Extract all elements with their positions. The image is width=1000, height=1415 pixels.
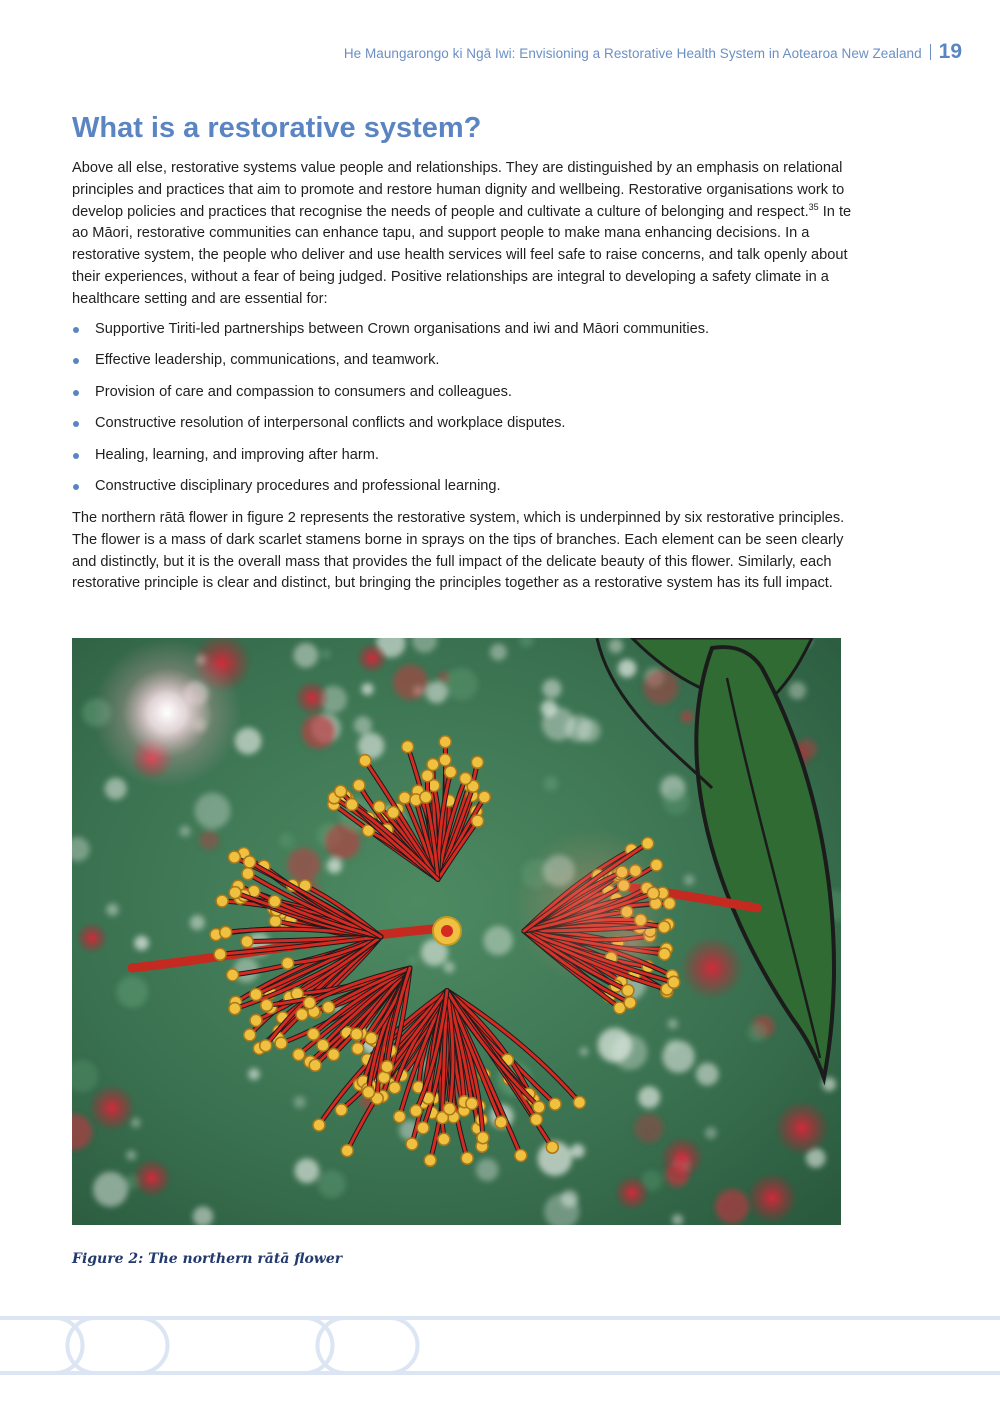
bokeh-dot [354,716,372,734]
anther [341,1145,353,1157]
bokeh-dot [180,826,191,837]
list-item [72,413,852,444]
blurred-flower [660,1136,704,1180]
list-item-text: Effective leadership, communications, and teamwork. [95,352,440,369]
anther [244,856,256,868]
bokeh-dot [542,679,561,698]
anther [445,766,457,778]
list-item-text: Supportive Tiriti-led partnerships between Crown organisations and iwi and Māori communities. [95,321,710,337]
bokeh-dot [318,1170,346,1198]
anther [228,851,240,863]
bokeh-dot [668,1019,678,1029]
anther [444,1103,456,1115]
anther [471,756,483,768]
anther [406,1138,418,1150]
bullet-icon [73,484,79,490]
bokeh-dot [608,639,623,654]
bokeh-dot [321,649,331,659]
anther [421,770,433,782]
anther [460,773,472,785]
bokeh-dot [362,683,374,695]
anther [533,1101,545,1113]
anther [373,801,385,813]
rata-paragraph: The northern rātā flower in figure 2 represents the restorative system, which is underpinned by six restorative principles. The flower is a mass of dark scarlet stamens borne in sprays on the tips of branches. Each element can be seen clearly and distinctly, but it is the overall mass that provides the full impact of the delicate beauty of this flower. Similarly, each restorative principle is clear and distinct, but bringing the principles together as a restorative system has its full impact. [72,510,845,592]
blurred-flower [774,1100,830,1156]
bullet-icon [73,358,79,364]
anther [477,1132,489,1144]
anther [269,895,281,907]
list-item-text: Healing, learning, and improving after harm. [95,446,379,463]
anther [402,741,414,753]
bokeh-dot [476,1159,499,1182]
bokeh-dot [287,848,320,881]
anther [438,1133,450,1145]
anther [381,1061,393,1073]
bokeh-dot [195,793,231,829]
bokeh-dot [393,665,428,700]
intro-paragraph [72,158,852,311]
anther [352,1043,364,1055]
bokeh-dot [445,668,478,701]
blurred-flower [132,1158,172,1198]
anther [260,1040,272,1052]
anther [323,1001,335,1013]
list-item-text: Provision of care and compassion to consumers and colleagues. [95,383,512,400]
anther [269,915,281,927]
anther [624,997,636,1009]
anther [461,1152,473,1164]
anther [282,957,294,969]
anther [242,868,254,880]
anther [317,1039,329,1051]
footer-decoration [0,1310,1000,1380]
anther [472,815,484,827]
anther [530,1114,542,1126]
bokeh-dot [105,778,127,800]
running-header [344,40,962,64]
bokeh-dot [484,926,513,955]
anther [478,791,490,803]
bokeh-dot [190,915,205,930]
anther [346,799,358,811]
anther [275,1037,287,1049]
page-number: 19 [938,40,962,63]
anther [466,1098,478,1110]
bokeh-dot [117,976,149,1008]
bokeh-dot [490,644,507,661]
anther [359,755,371,767]
document-title: He Maungarongo ki Ngā Iwi: Envisioning a Restorative Health System in Aotearoa New Zealand [343,46,922,61]
list-item [72,382,852,413]
intro-text-a: Above all else, restorative systems value people and relationships. They are distinguished by an emphasis on relational principles and practices that aim to promote and restore human dignity and wellbeing. Restorative organisations work to develop policies and practices that recognise the needs of people and cultivate a culture of belonging and respect. [72,160,845,220]
figure-caption: Figure 2: The northern rātā flower [72,1251,343,1267]
bokeh-dot [684,875,694,885]
anther [250,989,262,1001]
bokeh-dot [571,1144,585,1158]
essentials-list [72,319,852,507]
bokeh-dot [672,1214,683,1225]
rata-flower-image [72,638,841,1225]
anther [546,1141,558,1153]
bokeh-dot [612,1035,647,1070]
bokeh-dot [134,936,149,951]
anther [229,887,241,899]
bokeh-dot [295,1158,320,1183]
bokeh-dot [543,776,558,791]
rata-flower-illustration [72,638,841,1225]
anther [304,997,316,1009]
bokeh-dot [294,1096,306,1108]
blurred-flower [76,922,108,954]
bokeh-dot [438,671,449,682]
anther [410,1105,422,1117]
bullet-icon [73,453,79,459]
footnote-ref: 35 [808,201,819,212]
bokeh-dot [248,1068,260,1080]
anther [261,999,273,1011]
blurred-flower [294,680,330,716]
anther [293,1049,305,1061]
bokeh-dot [327,858,342,873]
anther [439,754,451,766]
header-separator [930,44,931,60]
anther [214,948,226,960]
bullet-icon [73,327,79,333]
anther [420,791,432,803]
list-item-text: Constructive resolution of interpersonal conflicts and workplace disputes. [95,415,566,432]
bokeh-dot [444,962,455,973]
bokeh-dot [126,1150,136,1160]
lens-glow [92,638,242,788]
bokeh-dot [681,711,692,722]
anther [394,1111,406,1123]
anther [296,1009,308,1021]
bokeh-dot [106,903,118,915]
anther [227,969,239,981]
anther [244,1029,256,1041]
anther [427,759,439,771]
anther [307,1028,319,1040]
list-item [72,476,852,507]
anther [216,895,228,907]
bokeh-dot [638,1086,660,1108]
bokeh-dot [705,1127,717,1139]
bokeh-dot [580,1047,588,1055]
bokeh-dot [293,643,318,668]
anther [495,1116,507,1128]
anther [353,779,365,791]
bokeh-dot [788,682,806,700]
bokeh-dot [663,789,690,816]
anther [365,1032,377,1044]
section-heading: What is a restorative system? [72,112,482,144]
blurred-flower [746,1172,798,1224]
bullet-icon [73,390,79,396]
anther [424,1154,436,1166]
bokeh-dot [93,1172,128,1207]
blurred-flower [680,936,744,1000]
bokeh-dot [696,1063,719,1086]
bokeh-dot [643,670,678,705]
bokeh-dot [634,1114,663,1143]
anther [229,1003,241,1015]
list-item [72,445,852,476]
bokeh-dot [426,682,448,704]
anther [389,1082,401,1094]
blurred-flower [356,642,388,674]
anther [335,785,347,797]
bullet-icon [73,421,79,427]
bokeh-dot [199,830,219,850]
anther [309,1059,321,1071]
anther [250,1014,262,1026]
anther [220,926,232,938]
anther [515,1150,527,1162]
blurred-flower [88,1084,136,1132]
anther [668,976,680,988]
anther [439,736,451,748]
anther [574,1096,586,1108]
anther [241,936,253,948]
bokeh-dot [302,715,336,749]
anther [351,1028,363,1040]
bokeh-dot [748,1024,766,1042]
anther [328,1049,340,1061]
bokeh-dot [279,833,293,847]
anther [363,1086,375,1098]
list-item [72,350,852,381]
anther [622,985,634,997]
anther [399,792,411,804]
bokeh-dot [618,659,636,677]
anther [335,1104,347,1116]
bokeh-dot [541,700,558,717]
anther [313,1119,325,1131]
intro-text-b: In te ao Māori, restorative communities can enhance tapu, and support people to make mana enhancing decisions. In a restorative system, the people who deliver and use health services will feel safe to raise concerns, and talk openly about their experiences, without a fear of being judged. Positive relationships are integral to developing a safety climate in a healthcare setting and are essential for: [72,203,852,307]
anther [387,807,399,819]
list-item [72,319,852,350]
anther [549,1098,561,1110]
bokeh-dot [715,1189,749,1223]
bokeh-dot [662,1041,694,1073]
list-item-text: Constructive disciplinary procedures and professional learning. [95,477,501,494]
flower-center-core [441,925,453,937]
blurred-flower [614,1175,650,1211]
anther [417,1122,429,1134]
lens-flare-small [602,913,662,973]
bokeh-dot [409,956,417,964]
